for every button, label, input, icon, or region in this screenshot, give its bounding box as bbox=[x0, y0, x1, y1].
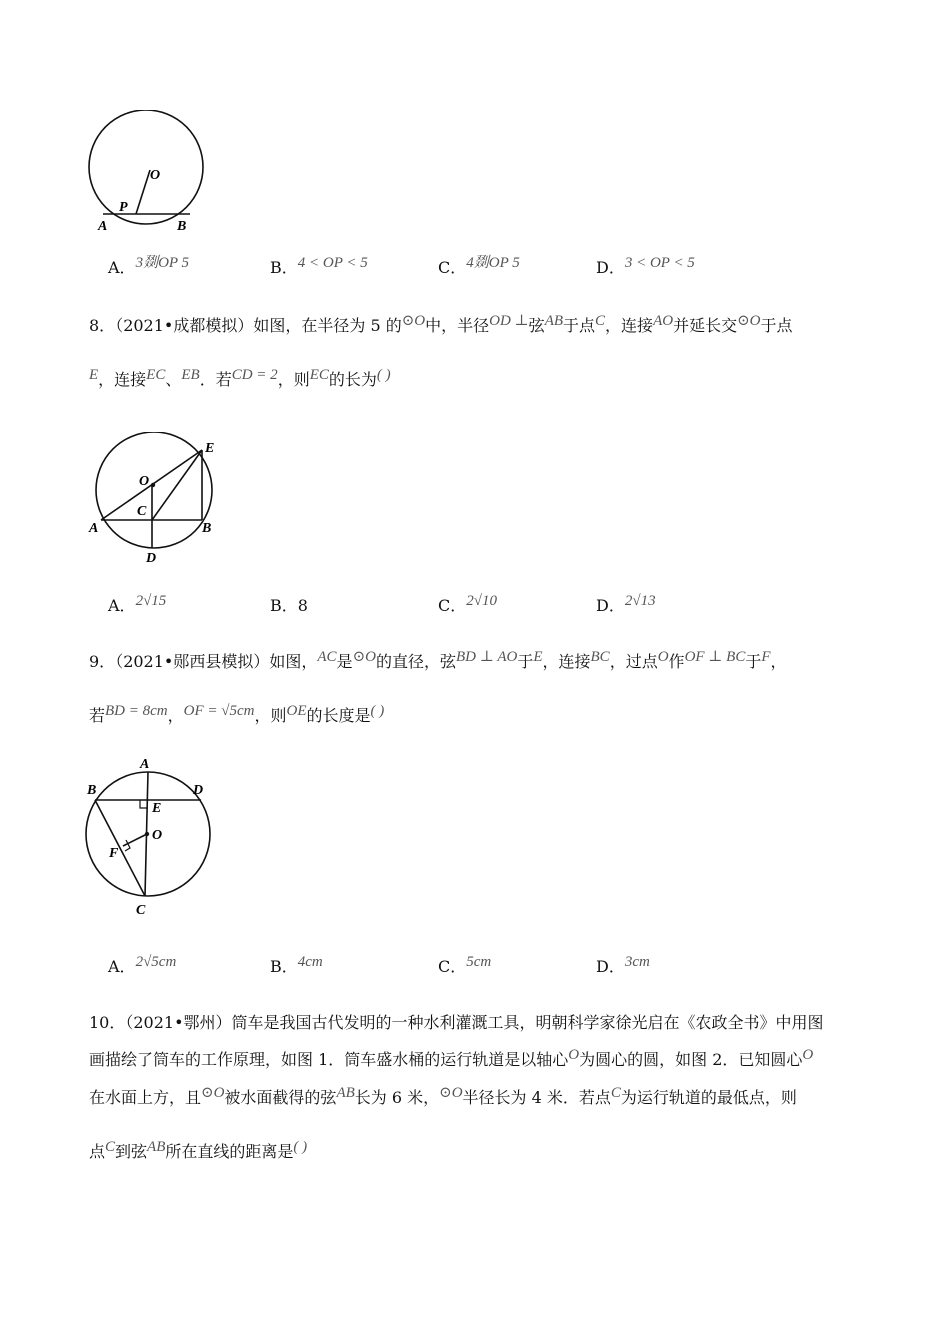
q7-choice-b[interactable] bbox=[270, 255, 368, 279]
text: ，连接 bbox=[98, 370, 147, 389]
q7-segment-op bbox=[136, 170, 150, 214]
q9-label-b: B bbox=[87, 783, 97, 798]
choice-letter: D． bbox=[596, 957, 625, 976]
q8-line-2 bbox=[89, 367, 391, 391]
math: AB bbox=[147, 1139, 166, 1155]
math: BD ⊥ AO bbox=[455, 649, 518, 665]
q8-choice-a[interactable] bbox=[108, 593, 167, 617]
q8-number: 8． bbox=[89, 316, 116, 335]
q9-choice-b[interactable] bbox=[270, 954, 323, 978]
q7-choice-c[interactable] bbox=[438, 255, 520, 279]
text: 为运行轨道的最低点，则 bbox=[620, 1088, 797, 1107]
choice-letter: A． bbox=[108, 258, 136, 277]
q7-circle bbox=[89, 110, 203, 224]
q9-number: 9． bbox=[89, 652, 116, 671]
math: BC bbox=[590, 649, 610, 665]
q10-line-1 bbox=[89, 1013, 824, 1033]
q9-label-a: A bbox=[140, 757, 150, 772]
text: ，连接 bbox=[542, 652, 591, 671]
choice-expr: 2√5cm bbox=[135, 954, 177, 970]
choice-letter: B． bbox=[270, 258, 298, 277]
text: 的直径，弦 bbox=[375, 652, 456, 671]
text: 并延长交 bbox=[673, 316, 738, 335]
q8-label-e: E bbox=[205, 441, 215, 456]
q9-label-c: C bbox=[136, 903, 146, 918]
q10-line-3 bbox=[89, 1085, 797, 1109]
q7-label-p: P bbox=[119, 200, 128, 215]
q7-label-b: B bbox=[177, 219, 187, 234]
choice-expr: 2√10 bbox=[466, 593, 497, 609]
q9-chord-bc bbox=[95, 800, 145, 896]
choice-letter: B． bbox=[270, 596, 298, 615]
text: 的长为 bbox=[328, 370, 377, 389]
text: 点 bbox=[89, 1142, 106, 1161]
math: O bbox=[568, 1047, 580, 1063]
q8-choice-b[interactable] bbox=[270, 596, 308, 616]
choice-letter: A． bbox=[108, 596, 136, 615]
math: EC bbox=[309, 367, 329, 383]
math: F bbox=[761, 649, 771, 665]
answer-blank[interactable]: ( ) bbox=[370, 703, 385, 719]
choice-expr: 5cm bbox=[466, 954, 492, 970]
text: 作 bbox=[668, 652, 685, 671]
q8-label-a: A bbox=[89, 521, 99, 536]
math: AB bbox=[336, 1085, 355, 1101]
math: AC bbox=[317, 649, 337, 665]
text: 为圆心的圆，如图 2．已知圆心 bbox=[579, 1050, 803, 1069]
q7-label-a: A bbox=[98, 219, 108, 234]
q9-label-d: D bbox=[193, 783, 204, 798]
math: E bbox=[89, 367, 99, 383]
q9-line-1 bbox=[89, 649, 787, 673]
text: 画描绘了筒车的工作原理，如图 1．筒车盛水桶的运行轨道是以轴心 bbox=[89, 1050, 569, 1069]
q8-line-1 bbox=[89, 313, 793, 337]
q8-choice-d[interactable] bbox=[596, 593, 656, 617]
math: ⊙O bbox=[439, 1085, 463, 1101]
math: C bbox=[595, 313, 606, 329]
text: ，过点 bbox=[609, 652, 658, 671]
text: 被水面截得的弦 bbox=[224, 1088, 337, 1107]
choice-expr: 3剟OP 5 bbox=[135, 255, 190, 271]
q10-line-2 bbox=[89, 1047, 814, 1071]
text: ， bbox=[770, 652, 787, 671]
q8-label-b: B bbox=[202, 521, 212, 536]
math: OF = √5cm bbox=[183, 703, 255, 719]
q8-figure bbox=[84, 432, 234, 567]
text: ，连接 bbox=[605, 316, 654, 335]
choice-expr: 2√13 bbox=[624, 593, 656, 609]
text: 、 bbox=[165, 370, 182, 389]
choice-expr: 4剟OP 5 bbox=[466, 255, 520, 271]
choice-letter: C． bbox=[438, 596, 467, 615]
q8-label-d: D bbox=[146, 551, 157, 566]
answer-blank[interactable]: ( ) bbox=[293, 1139, 308, 1155]
text: 到弦 bbox=[115, 1142, 148, 1161]
q9-figure bbox=[78, 752, 228, 922]
math: ⊙O bbox=[737, 313, 761, 329]
text: 半径长为 4 米．若点 bbox=[462, 1088, 611, 1107]
q9-label-o: O bbox=[152, 828, 163, 843]
math: C bbox=[610, 1085, 621, 1101]
q8-choice-c[interactable] bbox=[438, 593, 497, 617]
math: OF ⊥ BC bbox=[684, 649, 746, 665]
q9-line-2 bbox=[89, 703, 385, 727]
q9-center-dot bbox=[145, 832, 149, 836]
math: CD = 2 bbox=[231, 367, 278, 383]
q8-center-dot bbox=[151, 483, 155, 487]
choice-expr: 8 bbox=[297, 596, 308, 615]
text: 如图， bbox=[269, 652, 318, 671]
text: 弦 bbox=[528, 316, 545, 335]
q8-circle bbox=[96, 432, 215, 548]
text: 如图，在半径为 5 的 bbox=[253, 316, 402, 335]
math: BD = 8cm bbox=[105, 703, 168, 719]
math: AB bbox=[544, 313, 564, 329]
text: 在水面上方，且 bbox=[89, 1088, 202, 1107]
choice-letter: C． bbox=[438, 258, 467, 277]
q8-line-ce bbox=[152, 450, 202, 520]
math: E bbox=[533, 649, 543, 665]
q9-choice-d[interactable] bbox=[596, 954, 650, 978]
text: 于 bbox=[745, 652, 762, 671]
text: 所在直线的距离是 bbox=[165, 1142, 294, 1161]
text: 于点 bbox=[760, 316, 793, 335]
answer-blank[interactable]: ( ) bbox=[376, 367, 391, 383]
choice-expr: 4 < OP < 5 bbox=[297, 255, 368, 271]
choice-letter: D． bbox=[596, 258, 625, 277]
text: 长为 6 米， bbox=[354, 1088, 440, 1107]
choice-expr: 4cm bbox=[297, 954, 323, 970]
choice-letter: B． bbox=[270, 957, 298, 976]
math: OE bbox=[286, 703, 307, 719]
math: ⊙O bbox=[352, 649, 376, 665]
text: 中，半径 bbox=[425, 316, 490, 335]
text: 于点 bbox=[563, 316, 596, 335]
q9-label-e: E bbox=[152, 801, 162, 816]
choice-expr: 3 < OP < 5 bbox=[624, 255, 695, 271]
choice-expr: 3cm bbox=[624, 954, 650, 970]
text: ，则 bbox=[254, 706, 287, 725]
q10-source: （2021•鄂州） bbox=[125, 1013, 232, 1032]
text: 筒车是我国古代发明的一种水利灌溉工具，明朝科学家徐光启在《农政全书》中用图 bbox=[231, 1013, 824, 1032]
q10-line-4 bbox=[89, 1139, 308, 1163]
choice-letter: A． bbox=[108, 957, 136, 976]
q7-label-o: O bbox=[150, 168, 161, 183]
choice-letter: C． bbox=[438, 957, 467, 976]
math: EB bbox=[181, 367, 200, 383]
q9-label-f: F bbox=[109, 846, 119, 861]
q9-source: （2021•郧西县模拟） bbox=[115, 652, 270, 671]
text: 是 bbox=[336, 652, 353, 671]
q9-choice-c[interactable] bbox=[438, 954, 492, 978]
q7-choice-d[interactable] bbox=[596, 255, 695, 279]
text: 的长度是 bbox=[306, 706, 371, 725]
math: ⊙O bbox=[401, 313, 426, 329]
q7-choice-a[interactable] bbox=[108, 255, 190, 279]
math: O bbox=[802, 1047, 814, 1063]
text: 于 bbox=[517, 652, 534, 671]
q9-choice-a[interactable] bbox=[108, 954, 177, 978]
math: OD ⊥ bbox=[489, 313, 529, 329]
q8-label-c: C bbox=[137, 504, 147, 519]
q8-source: （2021•成都模拟） bbox=[115, 316, 254, 335]
q7-figure bbox=[80, 110, 220, 240]
text: ．若 bbox=[199, 370, 232, 389]
choice-expr: 2√15 bbox=[135, 593, 167, 609]
math: ⊙O bbox=[201, 1085, 225, 1101]
text: ， bbox=[167, 706, 184, 725]
text: 若 bbox=[89, 706, 106, 725]
math: C bbox=[105, 1139, 116, 1155]
q10-number: 10． bbox=[89, 1013, 126, 1032]
math: O bbox=[657, 649, 669, 665]
math: EC bbox=[146, 367, 166, 383]
choice-letter: D． bbox=[596, 596, 625, 615]
q8-label-o: O bbox=[139, 474, 150, 489]
math: AO bbox=[653, 313, 674, 329]
text: ，则 bbox=[277, 370, 310, 389]
